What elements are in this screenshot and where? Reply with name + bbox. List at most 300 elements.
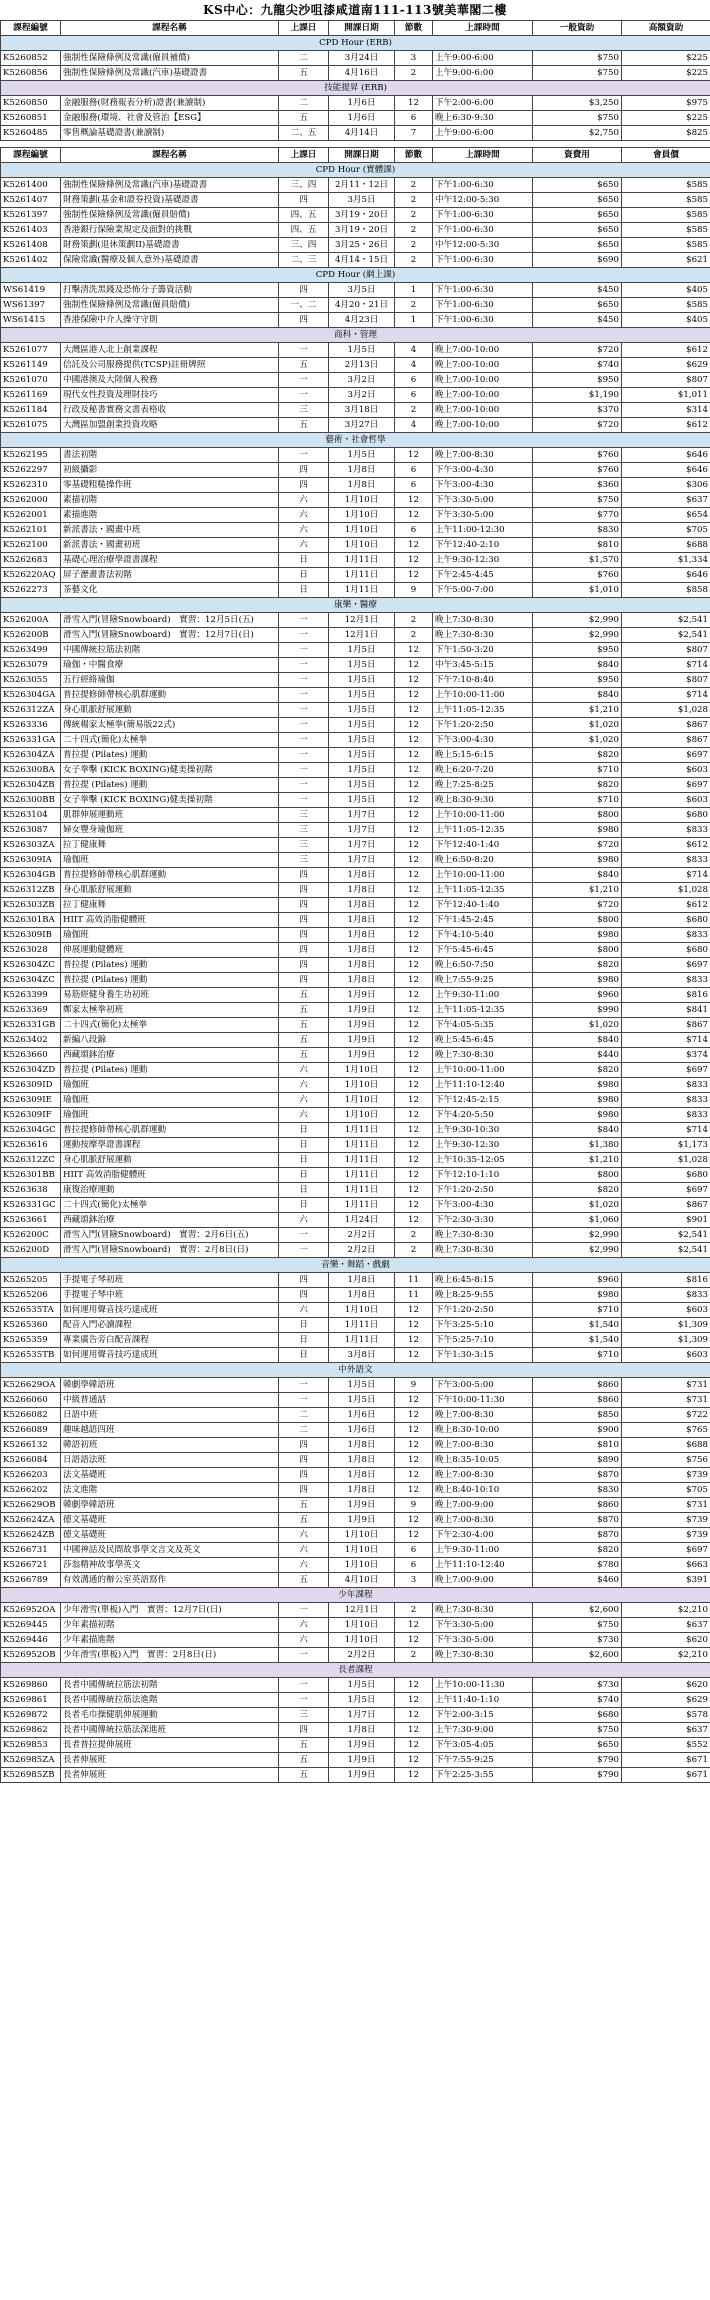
table-row: [1, 126, 710, 141]
class-day-cell: 三: [279, 838, 329, 853]
course-name-cell: 肌群伸展運動班: [61, 808, 279, 823]
fee-1-cell: $980: [533, 823, 622, 838]
start-date-cell: 1月8日: [329, 463, 395, 478]
course-code-cell: K526220AQ: [1, 568, 61, 583]
fee-1-cell: $740: [533, 1693, 622, 1708]
table-row: [1, 1573, 710, 1588]
fee-2-cell: $621: [622, 253, 710, 268]
class-day-cell: 日: [279, 1153, 329, 1168]
fee-1-cell: $980: [533, 1288, 622, 1303]
start-date-cell: 1月10日: [329, 1633, 395, 1648]
course-table: [0, 20, 710, 141]
table-row: [1, 1648, 710, 1663]
course-name-cell: 信託及公司服務提供(TCSP)註冊牌照: [61, 358, 279, 373]
class-day-cell: 一: [279, 388, 329, 403]
table-row: [1, 343, 710, 358]
sessions-cell: 12: [395, 973, 433, 988]
sessions-cell: 12: [395, 928, 433, 943]
fee-2-cell: $585: [622, 193, 710, 208]
class-day-cell: 三: [279, 403, 329, 418]
class-day-cell: 五: [279, 1498, 329, 1513]
sessions-cell: 12: [395, 1078, 433, 1093]
fee-1-cell: $750: [533, 111, 622, 126]
course-code-cell: K526303ZA: [1, 838, 61, 853]
table-row: [1, 898, 710, 913]
fee-1-cell: $950: [533, 643, 622, 658]
sessions-cell: 12: [395, 1183, 433, 1198]
start-date-cell: 1月11日: [329, 553, 395, 568]
section-header-row: [1, 81, 710, 96]
course-name-cell: 普拉提 (Pilates) 運動: [61, 958, 279, 973]
class-time-cell: 下午1:00-6:30: [433, 223, 533, 238]
course-code-cell: K5262195: [1, 448, 61, 463]
start-date-cell: 1月5日: [329, 673, 395, 688]
start-date-cell: 1月5日: [329, 733, 395, 748]
table-row: [1, 1513, 710, 1528]
course-code-cell: K526952OB: [1, 1648, 61, 1663]
class-time-cell: 晚上8:30-9:30: [433, 793, 533, 808]
fee-1-cell: $750: [533, 493, 622, 508]
table-row: [1, 1288, 710, 1303]
course-code-cell: K526304GC: [1, 1123, 61, 1138]
start-date-cell: 1月9日: [329, 1753, 395, 1768]
class-day-cell: 日: [279, 553, 329, 568]
fee-2-cell: $646: [622, 448, 710, 463]
course-name-cell: 普拉提修師帶核心肌群運動: [61, 868, 279, 883]
fee-1-cell: $830: [533, 1483, 622, 1498]
table-row: [1, 1078, 710, 1093]
table-row: [1, 1678, 710, 1693]
table-row: [1, 1243, 710, 1258]
course-code-cell: K5261408: [1, 238, 61, 253]
start-date-cell: 3月27日: [329, 418, 395, 433]
sessions-cell: 12: [395, 96, 433, 111]
course-name-cell: 茶藝文化: [61, 583, 279, 598]
course-code-cell: K5263104: [1, 808, 61, 823]
section-title: 少年課程: [1, 1588, 710, 1603]
table-row: [1, 538, 710, 553]
class-day-cell: 四: [279, 1468, 329, 1483]
course-name-cell: 瑜伽班: [61, 1078, 279, 1093]
start-date-cell: 2月11・12日: [329, 178, 395, 193]
fee-1-cell: $750: [533, 51, 622, 66]
course-name-cell: 瑜伽班: [61, 1108, 279, 1123]
fee-2-cell: $697: [622, 778, 710, 793]
course-name-cell: 拉丁健康舞: [61, 898, 279, 913]
class-day-cell: 一: [279, 703, 329, 718]
fee-1-cell: $820: [533, 1183, 622, 1198]
sessions-cell: 4: [395, 358, 433, 373]
course-name-cell: 長者毛巾操健肌伸展運動: [61, 1708, 279, 1723]
fee-2-cell: $705: [622, 523, 710, 538]
sessions-cell: 12: [395, 763, 433, 778]
course-code-cell: K526309IB: [1, 928, 61, 943]
course-code-cell: WS61419: [1, 283, 61, 298]
start-date-cell: 2月2日: [329, 1648, 395, 1663]
sessions-cell: 12: [395, 748, 433, 763]
start-date-cell: 1月9日: [329, 1003, 395, 1018]
start-date-cell: 1月8日: [329, 1723, 395, 1738]
table-row: [1, 1123, 710, 1138]
fee-2-cell: $612: [622, 343, 710, 358]
start-date-cell: 1月24日: [329, 1213, 395, 1228]
start-date-cell: 1月8日: [329, 943, 395, 958]
class-day-cell: 一: [279, 1678, 329, 1693]
course-code-cell: K5261407: [1, 193, 61, 208]
class-time-cell: 晚上7:00-8:30: [433, 1468, 533, 1483]
course-code-cell: WS61415: [1, 313, 61, 328]
section-title: 商科・管理: [1, 328, 710, 343]
sessions-cell: 12: [395, 823, 433, 838]
fee-2-cell: $225: [622, 111, 710, 126]
class-day-cell: 四: [279, 1723, 329, 1738]
sessions-cell: 12: [395, 568, 433, 583]
class-time-cell: 上午11:05-12:35: [433, 703, 533, 718]
start-date-cell: 1月8日: [329, 478, 395, 493]
start-date-cell: 1月8日: [329, 1273, 395, 1288]
fee-2-cell: $739: [622, 1468, 710, 1483]
class-time-cell: 下午2:30-3:30: [433, 1213, 533, 1228]
fee-1-cell: $370: [533, 403, 622, 418]
course-code-cell: K5265206: [1, 1288, 61, 1303]
table-row: [1, 718, 710, 733]
sessions-cell: 12: [395, 1213, 433, 1228]
class-day-cell: 五: [279, 358, 329, 373]
class-day-cell: 五: [279, 1753, 329, 1768]
class-day-cell: 四: [279, 943, 329, 958]
class-day-cell: 一: [279, 793, 329, 808]
table-row: [1, 823, 710, 838]
course-code-cell: K5266731: [1, 1543, 61, 1558]
table-row: [1, 1618, 710, 1633]
course-code-cell: K5263055: [1, 673, 61, 688]
start-date-cell: 3月5日: [329, 193, 395, 208]
table-row: [1, 673, 710, 688]
sessions-cell: 12: [395, 448, 433, 463]
fee-2-cell: $578: [622, 1708, 710, 1723]
section-title: 藝術・社會哲學: [1, 433, 710, 448]
sessions-cell: 12: [395, 1393, 433, 1408]
table-row: [1, 1138, 710, 1153]
class-time-cell: 上午11:05-12:35: [433, 883, 533, 898]
course-code-cell: K5261397: [1, 208, 61, 223]
fee-1-cell: $860: [533, 1378, 622, 1393]
fee-2-cell: $756: [622, 1453, 710, 1468]
fee-2-cell: $603: [622, 1303, 710, 1318]
fee-2-cell: $405: [622, 313, 710, 328]
fee-2-cell: $603: [622, 793, 710, 808]
class-time-cell: 下午1:20-2:50: [433, 1183, 533, 1198]
course-code-cell: K526331GB: [1, 1018, 61, 1033]
fee-1-cell: $780: [533, 1558, 622, 1573]
class-day-cell: 日: [279, 1138, 329, 1153]
fee-1-cell: $980: [533, 928, 622, 943]
course-name-cell: 運動按摩學證書課程: [61, 1138, 279, 1153]
fee-1-cell: $710: [533, 1348, 622, 1363]
fee-2-cell: $688: [622, 1438, 710, 1453]
table-row: [1, 1018, 710, 1033]
table-row: [1, 553, 710, 568]
class-time-cell: 晚上7:30-8:30: [433, 1243, 533, 1258]
table-row: [1, 1498, 710, 1513]
sessions-cell: 2: [395, 66, 433, 81]
sessions-cell: 12: [395, 943, 433, 958]
course-code-cell: K526200A: [1, 613, 61, 628]
start-date-cell: 1月10日: [329, 523, 395, 538]
sessions-cell: 12: [395, 1738, 433, 1753]
fee-1-cell: $830: [533, 523, 622, 538]
sessions-cell: 12: [395, 508, 433, 523]
course-code-cell: K526312ZC: [1, 1153, 61, 1168]
start-date-cell: 1月5日: [329, 1693, 395, 1708]
class-time-cell: 晚上7:00-8:30: [433, 448, 533, 463]
start-date-cell: 1月10日: [329, 1078, 395, 1093]
fee-1-cell: $1,020: [533, 1198, 622, 1213]
class-day-cell: 五: [279, 988, 329, 1003]
sessions-cell: 2: [395, 238, 433, 253]
sessions-cell: 12: [395, 1468, 433, 1483]
course-code-cell: K526304ZA: [1, 748, 61, 763]
sessions-cell: 12: [395, 688, 433, 703]
course-name-cell: 法文基礎班: [61, 1468, 279, 1483]
sessions-cell: 12: [395, 1318, 433, 1333]
fee-1-cell: $960: [533, 988, 622, 1003]
course-name-cell: 瑜伽班: [61, 853, 279, 868]
course-name-cell: 如何運用聲音技巧達成班: [61, 1348, 279, 1363]
course-name-cell: 易筋經健身養生功初班: [61, 988, 279, 1003]
sessions-cell: 9: [395, 583, 433, 598]
section-header-row: [1, 36, 710, 51]
table-row: [1, 1348, 710, 1363]
class-day-cell: 一: [279, 1378, 329, 1393]
sessions-cell: 12: [395, 1108, 433, 1123]
table-row: [1, 1168, 710, 1183]
class-time-cell: 晚上8:25-9:55: [433, 1288, 533, 1303]
fee-2-cell: $585: [622, 178, 710, 193]
table-row: [1, 1558, 710, 1573]
fee-2-cell: $680: [622, 943, 710, 958]
page-title: KS中心：九龍尖沙咀漆咸道南111-113號美華閣二樓: [203, 3, 507, 17]
fee-1-cell: $790: [533, 1768, 622, 1783]
course-name-cell: 西藏頌鉢治療: [61, 1048, 279, 1063]
course-code-cell: K526309IA: [1, 853, 61, 868]
class-day-cell: 三、四: [279, 178, 329, 193]
class-day-cell: 五: [279, 1033, 329, 1048]
fee-2-cell: $697: [622, 958, 710, 973]
class-time-cell: 晚上5:45-6:45: [433, 1033, 533, 1048]
start-date-cell: 1月5日: [329, 688, 395, 703]
class-day-cell: 一: [279, 373, 329, 388]
course-code-cell: K526309IE: [1, 1093, 61, 1108]
class-day-cell: 五: [279, 66, 329, 81]
class-time-cell: 晚上7:00-9:00: [433, 1573, 533, 1588]
sessions-cell: 12: [395, 1303, 433, 1318]
fee-2-cell: $833: [622, 1078, 710, 1093]
fee-1-cell: $750: [533, 66, 622, 81]
class-time-cell: 晚上7:00-8:30: [433, 1408, 533, 1423]
start-date-cell: 1月10日: [329, 1618, 395, 1633]
class-day-cell: 三、四: [279, 238, 329, 253]
start-date-cell: 1月11日: [329, 1198, 395, 1213]
table-row: [1, 793, 710, 808]
start-date-cell: 3月5日: [329, 283, 395, 298]
course-name-cell: 二十四式(簡化)太極拳: [61, 733, 279, 748]
section-header-row: [1, 1663, 710, 1678]
fee-2-cell: $585: [622, 238, 710, 253]
fee-1-cell: $870: [533, 1513, 622, 1528]
class-time-cell: 下午1:45-2:45: [433, 913, 533, 928]
fee-2-cell: $714: [622, 688, 710, 703]
fee-2-cell: $646: [622, 568, 710, 583]
course-code-cell: K5263369: [1, 1003, 61, 1018]
fee-2-cell: $225: [622, 51, 710, 66]
course-name-cell: 長者中國傳統拉筋法初階: [61, 1678, 279, 1693]
table-row: [1, 778, 710, 793]
column-header-start-date: 開課日期: [329, 21, 395, 36]
start-date-cell: 1月7日: [329, 1708, 395, 1723]
start-date-cell: 1月9日: [329, 1018, 395, 1033]
course-name-cell: 中級普通話: [61, 1393, 279, 1408]
course-code-cell: K5266789: [1, 1573, 61, 1588]
class-time-cell: 上午9:30-10:30: [433, 1123, 533, 1138]
course-code-cell: K5260851: [1, 111, 61, 126]
start-date-cell: 2月2日: [329, 1243, 395, 1258]
course-code-cell: K5260856: [1, 66, 61, 81]
start-date-cell: 1月9日: [329, 1048, 395, 1063]
course-code-cell: K526629OB: [1, 1498, 61, 1513]
fee-1-cell: $770: [533, 508, 622, 523]
fee-1-cell: $650: [533, 223, 622, 238]
class-day-cell: 五: [279, 1003, 329, 1018]
class-day-cell: 日: [279, 1198, 329, 1213]
course-code-cell: K526629OA: [1, 1378, 61, 1393]
start-date-cell: 1月6日: [329, 1408, 395, 1423]
course-code-cell: K526303ZB: [1, 898, 61, 913]
sessions-cell: 6: [395, 523, 433, 538]
start-date-cell: 1月8日: [329, 868, 395, 883]
class-time-cell: 晚上7:00-9:00: [433, 1498, 533, 1513]
class-day-cell: 四、五: [279, 208, 329, 223]
start-date-cell: 1月8日: [329, 898, 395, 913]
table-row: [1, 1633, 710, 1648]
column-header-start-date: 開課日期: [329, 148, 395, 163]
column-header-course-code: 課程編號: [1, 21, 61, 36]
course-name-cell: 保險常識(醫療及個人意外)基礎證書: [61, 253, 279, 268]
class-day-cell: 四: [279, 463, 329, 478]
course-name-cell: 素描進階: [61, 508, 279, 523]
table-row: [1, 478, 710, 493]
class-day-cell: 四: [279, 1288, 329, 1303]
course-name-cell: 長者普拉提伸展班: [61, 1738, 279, 1753]
table-row: [1, 583, 710, 598]
table-row: [1, 1003, 710, 1018]
fee-1-cell: $760: [533, 448, 622, 463]
class-day-cell: 四: [279, 1273, 329, 1288]
sessions-cell: 12: [395, 1618, 433, 1633]
fee-1-cell: $950: [533, 373, 622, 388]
course-name-cell: 專業廣告旁白配音課程: [61, 1333, 279, 1348]
fee-1-cell: $450: [533, 283, 622, 298]
sessions-cell: 12: [395, 1438, 433, 1453]
class-day-cell: 日: [279, 1168, 329, 1183]
section-title: CPD Hour (ERB): [1, 36, 710, 51]
fee-1-cell: $650: [533, 238, 622, 253]
fee-1-cell: $730: [533, 1633, 622, 1648]
table-row: [1, 1033, 710, 1048]
fee-1-cell: $460: [533, 1573, 622, 1588]
class-day-cell: 四: [279, 883, 329, 898]
course-code-cell: K526300BA: [1, 763, 61, 778]
fee-2-cell: $807: [622, 673, 710, 688]
course-code-cell: K5266082: [1, 1408, 61, 1423]
class-day-cell: 二: [279, 51, 329, 66]
sessions-cell: 12: [395, 1753, 433, 1768]
fee-2-cell: $603: [622, 1348, 710, 1363]
table-row: [1, 66, 710, 81]
course-name-cell: 大灣區港人北上創業課程: [61, 343, 279, 358]
class-day-cell: 一: [279, 1228, 329, 1243]
fee-1-cell: $1,020: [533, 733, 622, 748]
course-name-cell: 趣味越語四班: [61, 1423, 279, 1438]
section-header-row: [1, 163, 710, 178]
course-code-cell: K5261402: [1, 253, 61, 268]
class-time-cell: 晚上7:00-10:00: [433, 373, 533, 388]
class-time-cell: 下午4:10-5:40: [433, 928, 533, 943]
table-row: [1, 1093, 710, 1108]
class-day-cell: 四: [279, 1453, 329, 1468]
class-day-cell: 六: [279, 1633, 329, 1648]
fee-1-cell: $820: [533, 1543, 622, 1558]
fee-2-cell: $1,173: [622, 1138, 710, 1153]
class-day-cell: 一: [279, 1393, 329, 1408]
class-time-cell: 晚上7:30-8:30: [433, 628, 533, 643]
class-time-cell: 下午3:30-5:00: [433, 493, 533, 508]
course-name-cell: 德文基礎班: [61, 1528, 279, 1543]
start-date-cell: 1月7日: [329, 853, 395, 868]
start-date-cell: 4月23日: [329, 313, 395, 328]
table-row: [1, 853, 710, 868]
course-name-cell: 新派書法・國畫初班: [61, 538, 279, 553]
course-code-cell: K5261400: [1, 178, 61, 193]
sessions-cell: 3: [395, 1573, 433, 1588]
course-name-cell: 普拉提 (Pilates) 運動: [61, 973, 279, 988]
start-date-cell: 1月5日: [329, 1393, 395, 1408]
course-code-cell: K5263336: [1, 718, 61, 733]
class-time-cell: 下午1:00-6:30: [433, 298, 533, 313]
class-time-cell: 下午5:00-7:00: [433, 583, 533, 598]
fee-1-cell: $1,020: [533, 718, 622, 733]
class-time-cell: 下午3:00-4:30: [433, 478, 533, 493]
table-row: [1, 298, 710, 313]
course-name-cell: 西藏頌鉢治療: [61, 1213, 279, 1228]
course-name-cell: 少年素描進階: [61, 1633, 279, 1648]
fee-1-cell: $3,250: [533, 96, 622, 111]
course-code-cell: K5261075: [1, 418, 61, 433]
fee-2-cell: $654: [622, 508, 710, 523]
class-time-cell: 晚上7:30-8:30: [433, 1228, 533, 1243]
course-code-cell: K5265360: [1, 1318, 61, 1333]
course-code-cell: K526300BB: [1, 793, 61, 808]
table-row: [1, 688, 710, 703]
sessions-cell: 4: [395, 418, 433, 433]
fee-2-cell: $585: [622, 223, 710, 238]
fee-1-cell: $990: [533, 1003, 622, 1018]
class-day-cell: 一: [279, 688, 329, 703]
start-date-cell: 1月6日: [329, 111, 395, 126]
start-date-cell: 1月9日: [329, 1738, 395, 1753]
table-row: [1, 1768, 710, 1783]
class-day-cell: 四: [279, 313, 329, 328]
